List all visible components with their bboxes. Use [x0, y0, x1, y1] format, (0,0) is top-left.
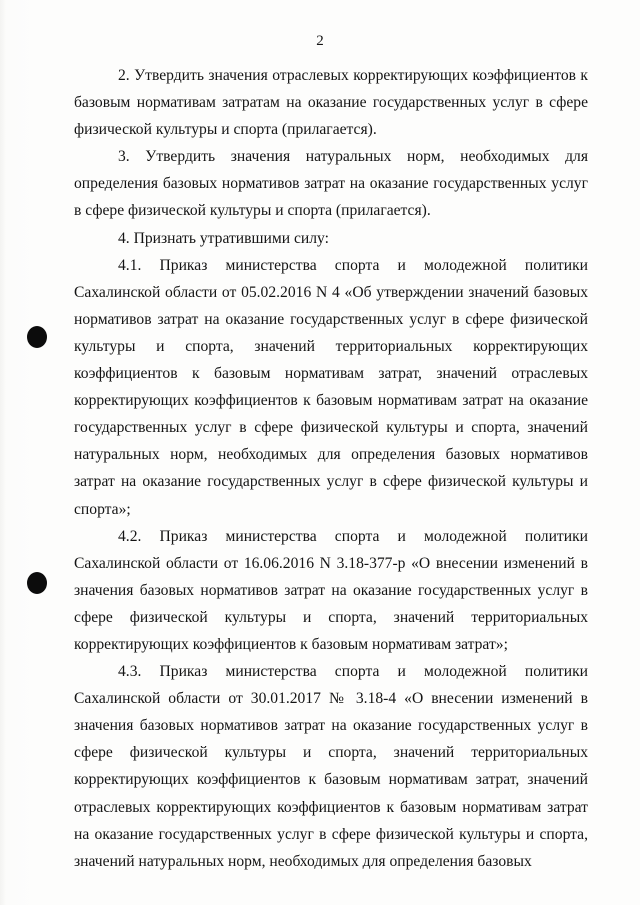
paragraph-item-3: 3. Утвердить значения натуральных норм, необходимых для определения базовых нормативов затрат на оказание государственных услуг в сфере физической культуры и спорта (прилагается).	[74, 148, 588, 220]
paragraph-item-4-3: 4.3. Приказ министерства спорта и молодежной политики Сахалинской области от 30.01.2017 № 3.18-4 «О внесении изменений в значения базовых нормативов затрат на оказание государственных услуг в сфере физической культуры и спорта, значений территориальных корректирующих коэффициентов к базовым нормативам затрат, значений отраслевых корректирующих коэффициентов к базовым нормативам затрат на оказание государственных услуг в сфере физической культуры и спорта, значений натуральных норм, необходимых для определения базовых	[74, 663, 588, 870]
paragraph-item-4-2: 4.2. Приказ министерства спорта и молодежной политики Сахалинской области от 16.06.2016 N 3.18-377-р «О внесении изменений в значения базовых нормативов затрат на оказание государственных услуг в сфере физической культуры и спорта, значений территориальных корректирующих коэффициентов к базовым нормативам затрат»;	[74, 527, 588, 653]
page-number: 2	[316, 33, 324, 49]
paragraph-item-4-1: 4.1. Приказ министерства спорта и молодежной политики Сахалинской области от 05.02.2016 N 4 «Об утверждении значений базовых нормативов затрат на оказание государственных услуг в сфере физической культуры и спорта, значений территориальных корректирующих коэффициентов к базовым нормативам затрат, значений отраслевых корректирующих коэффициентов к базовым нормативам затрат на оказание государственных услуг в сфере физической культуры и спорта, значений натуральных норм, необходимых для определения базовых нормативов затрат на оказание государственных услуг в сфере физической культуры и спорта»;	[74, 256, 588, 518]
paragraph-item-4: 4. Признать утратившими силу:	[118, 229, 329, 247]
paragraph-item-2: 2. Утвердить значения отраслевых корректирующих коэффициентов к базовым нормативам затратам на оказание государственных услуг в сфере физической культуры и спорта (прилагается).	[74, 67, 588, 139]
punch-hole-mark	[27, 572, 47, 594]
punch-hole-mark	[27, 326, 47, 348]
document-body	[74, 62, 588, 875]
